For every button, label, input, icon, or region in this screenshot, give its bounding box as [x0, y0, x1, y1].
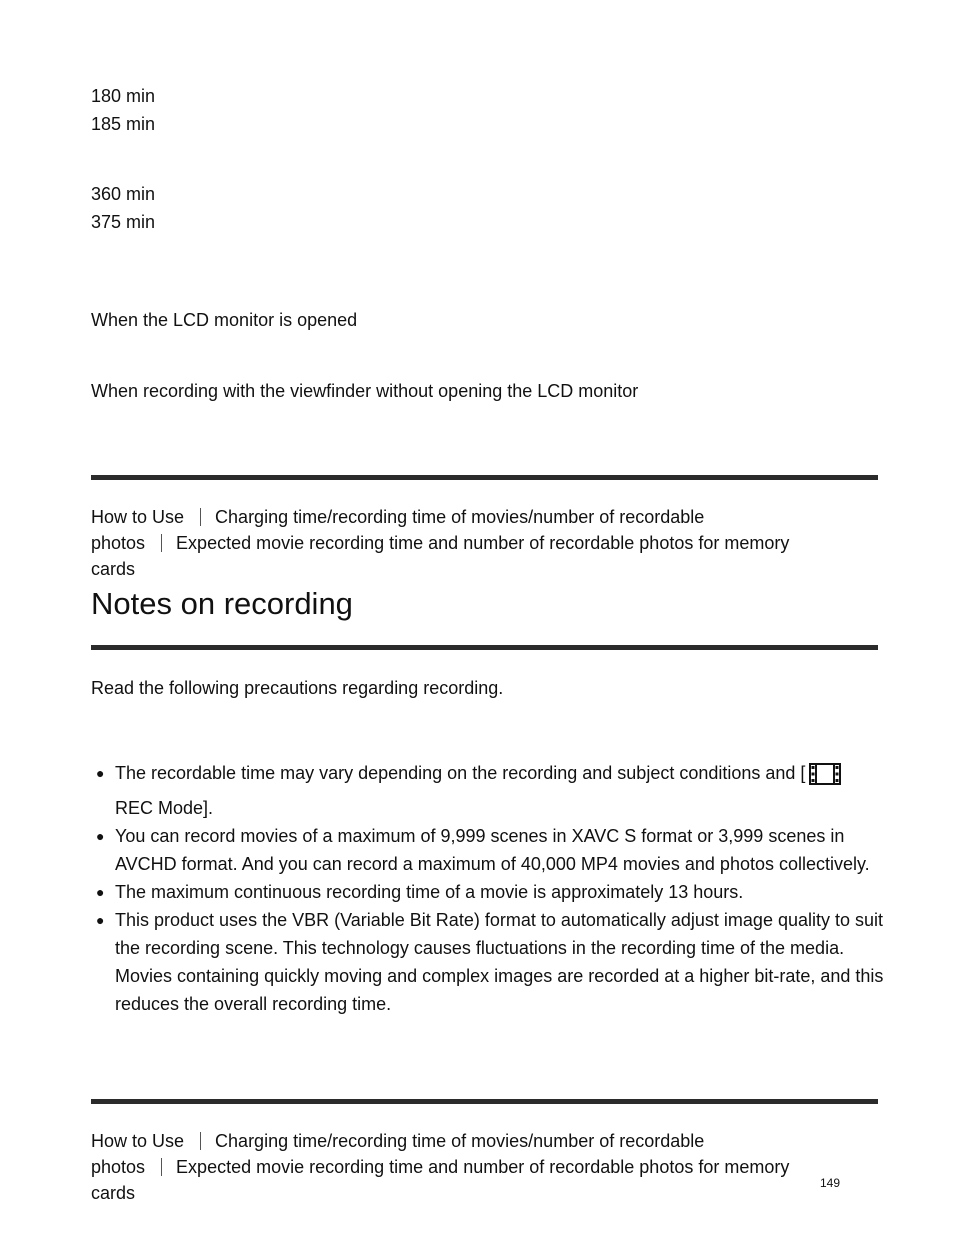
bullet-icon: ●	[96, 765, 105, 781]
time-value: 360 min	[91, 184, 156, 204]
list-item	[91, 906, 891, 1018]
breadcrumb-separator	[161, 534, 162, 552]
page-title: Notes on recording	[91, 586, 353, 621]
breadcrumb-how-to-use-link[interactable]: How to Use	[91, 1131, 185, 1151]
breadcrumb-charging-link[interactable]: Charging time/recording time of movies/number of recordable	[215, 507, 705, 527]
bullet-icon: ●	[96, 912, 105, 928]
page-number: 149	[820, 1176, 841, 1190]
breadcrumb-charging-link[interactable]: Charging time/recording time of movies/number of recordable	[215, 1131, 705, 1151]
list-item	[91, 878, 891, 906]
section-divider	[91, 475, 878, 480]
breadcrumb-charging-link-cont[interactable]: photos	[91, 533, 146, 553]
notes-list	[91, 759, 891, 1018]
breadcrumb-separator	[200, 1132, 201, 1150]
time-value: 185 min	[91, 114, 156, 134]
note-viewfinder: When recording with the viewfinder without opening the LCD monitor	[91, 381, 639, 401]
breadcrumb-expected-link-cont[interactable]: cards	[91, 559, 136, 579]
note-text: The recordable time may vary depending on the recording and subject conditions and [	[115, 763, 806, 783]
breadcrumb-charging-link-cont[interactable]: photos	[91, 1157, 146, 1177]
note-text: The maximum continuous recording time of a movie is approximately 13 hours.	[115, 882, 744, 902]
breadcrumb-expected-link-cont[interactable]: cards	[91, 1183, 136, 1203]
time-value: 375 min	[91, 212, 156, 232]
movie-film-icon	[809, 762, 841, 794]
breadcrumb	[91, 1128, 831, 1206]
intro-text: Read the following precautions regarding recording.	[91, 678, 504, 698]
bullet-icon: ●	[96, 828, 105, 844]
section-divider	[91, 1099, 878, 1104]
note-text: You can record movies of a maximum of 9,999 scenes in XAVC S format or 3,999 scenes in AVCHD format. And you can record a maximum of 40,000 MP4 movies and photos collectively.	[115, 826, 870, 874]
note-text: This product uses the VBR (Variable Bit Rate) format to automatically adjust image quality to suit the recording scene. This technology causes fluctuations in the recording time of the media. Movies containing quickly moving and complex images are recorded at a higher bit-rate, and this reduces the overall recording time.	[115, 910, 884, 1014]
list-item	[91, 822, 891, 878]
time-value: 180 min	[91, 86, 156, 106]
breadcrumb-expected-link[interactable]: Expected movie recording time and number of recordable photos for memory	[176, 1157, 790, 1177]
breadcrumb-expected-link[interactable]: Expected movie recording time and number of recordable photos for memory	[176, 533, 790, 553]
list-item	[91, 759, 891, 822]
breadcrumb-how-to-use-link[interactable]: How to Use	[91, 507, 185, 527]
bullet-icon: ●	[96, 884, 105, 900]
section-divider	[91, 645, 878, 650]
breadcrumb	[91, 504, 831, 582]
breadcrumb-separator	[200, 508, 201, 526]
note-text-cont: REC Mode].	[115, 798, 214, 818]
note-lcd-opened: When the LCD monitor is opened	[91, 310, 358, 330]
breadcrumb-separator	[161, 1158, 162, 1176]
